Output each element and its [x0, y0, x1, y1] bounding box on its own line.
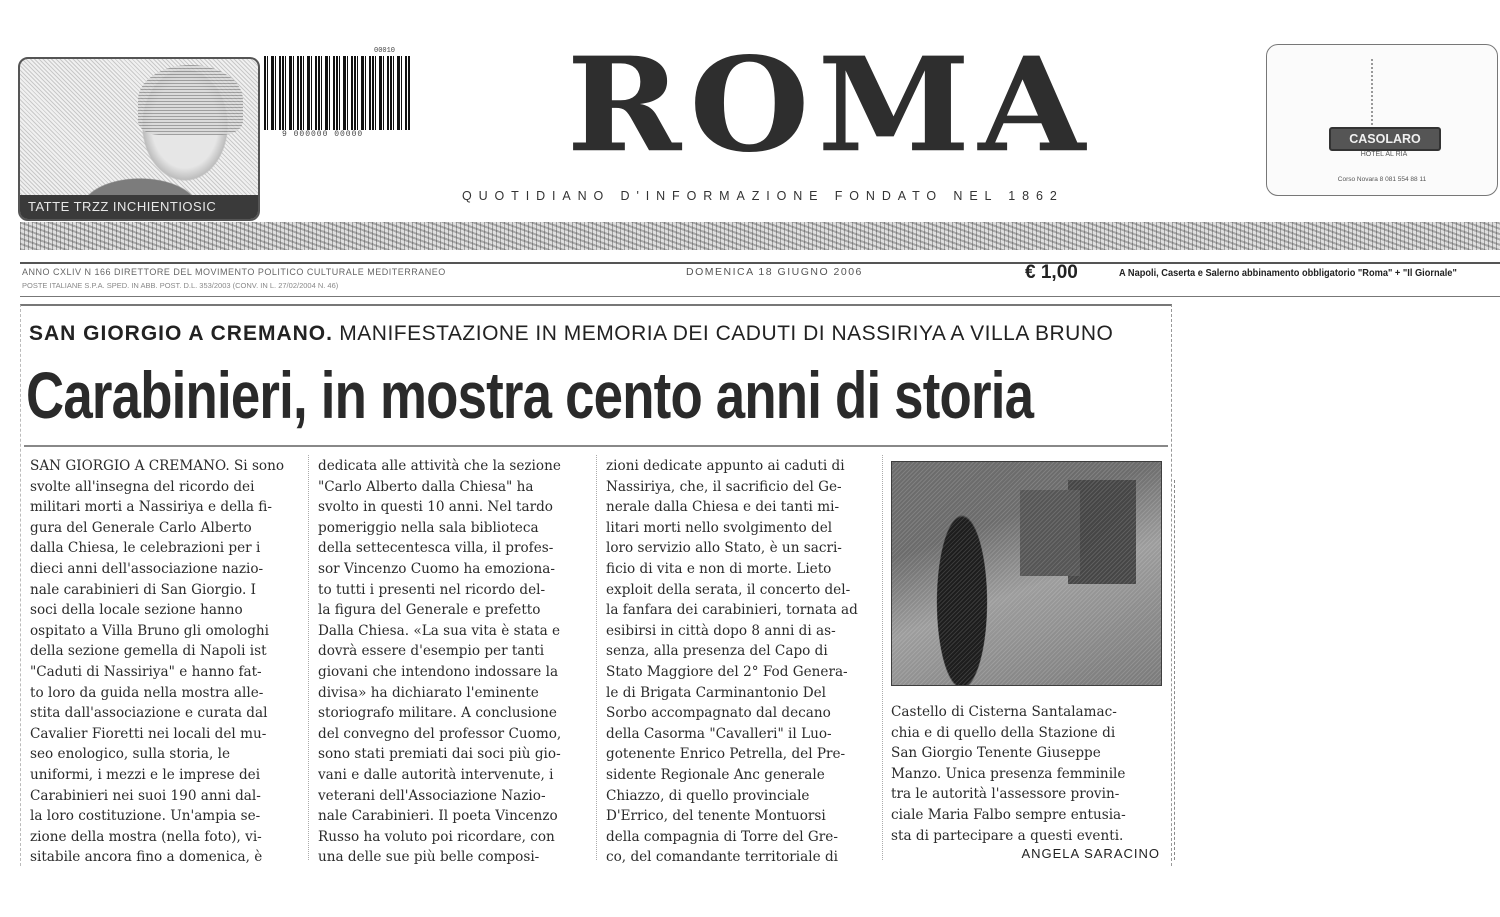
newspaper-title: ROMA — [566, 28, 1094, 182]
bundle-notice: A Napoli, Caserta e Salerno abbinamento obbligatorio "Roma" + "Il Giornale" — [1119, 267, 1457, 279]
issue-date: DOMENICA 18 GIUGNO 2006 — [686, 266, 863, 278]
article-column-4: Castello di Cisterna Santalamac- chia e di quello della Stazione di San Giorgio Tenente Giuseppe Manzo. Unica presenza femminile tra le autorità l'assessore provin- ciale Maria Falbo sempre entusia- sta di partecipare a questi eventi. — [891, 704, 1126, 844]
ad-brand: CASOLARO — [1329, 127, 1441, 151]
column-separator — [882, 455, 883, 860]
issue-price: € 1,00 — [1025, 262, 1078, 283]
model-photo — [138, 65, 243, 135]
issue-line: ANNO CXLIV N 166 DIRETTORE DEL MOVIMENTO POLITICO CULTURALE MEDITERRANEO — [22, 267, 446, 277]
ad-subtitle: HOTEL AL RIA — [1360, 151, 1408, 158]
barcode-code: 00010 — [374, 47, 396, 55]
barcode-number: 9 000000 00000 — [282, 130, 364, 139]
left-advertisement — [18, 57, 260, 221]
postal-line: POSTE ITALIANE S.P.A. SPED. IN ABB. POST. D.L. 353/2003 (CONV. IN L. 27/02/2004 N. 46) — [22, 281, 339, 290]
article-kicker — [29, 322, 1169, 346]
ad-address: Corso Novara 8 081 554 88 11 — [1337, 176, 1427, 183]
newspaper-tagline: QUOTIDIANO D'INFORMAZIONE FONDATO NEL 1862 — [462, 189, 1064, 203]
ad-decoration — [1371, 59, 1393, 125]
headline-rule — [24, 445, 1168, 447]
masthead-band — [20, 222, 1500, 250]
kicker-text: MANIFESTAZIONE IN MEMORIA DEI CADUTI DI NASSIRIYA A VILLA BRUNO — [339, 322, 1114, 345]
article-column-1: SAN GIORGIO A CREMANO. Si sono svolte all'insegna del ricordo dei militari morti a Nassiriya e della fi- gura del Generale Carlo Alberto dalla Chiesa, le celebrazioni per i dieci anni dell'associazione nazio- nale carabinieri di San Giorgio. I soci della locale sezione hanno ospitato a Villa Bruno gli omologhi della sezione gemella di Napoli ist "Caduti di Nassiriya" e hanno fat- to loro da guida nella mostra alle- stita dall'associazione e curata dal Cavalier Fioretti nei locali del mu- seo enologico, sulla storia, le uniformi, i mezzi e le imprese dei Carabinieri nei suoi 190 anni dal- la loro costituzione. Un'ampia se- zione della mostra (nella foto), vi- sitabile ancora fino a domenica, è — [30, 458, 285, 866]
article-byline: ANGELA SARACINO — [1021, 846, 1160, 861]
left-ad-label: TATTE TRZZ INCHIENTIOSIC — [20, 195, 258, 219]
dateline — [20, 262, 1500, 297]
article-column-3: zioni dedicate appunto ai caduti di Nassiriya, che, il sacrificio del Ge- nerale dalla Chiesa e dei tanti mi- litari morti nello svolgimento del loro servizio allo Stato, è un sacri- ficio di vita e non di morte. Lieto exploit della serata, il concerto del- la fanfara dei carabinieri, tornata ad esibirsi in città dopo 8 anni di as- senza, alla presenza del Capo di Stato Maggiore del 2° Fod Genera- le di Brigata Carminantonio Del Sorbo accompagnato dal decano della Casorma "Cavalleri" il Luo- gotenente Enrico Petrella, del Pre- sidente Regionale Anc generale Chiazzo, di quello provinciale D'Errico, del tenente Montuorsi della compagnia di Torre del Gre- co, del comandante territoriale di — [606, 458, 858, 866]
column-separator — [596, 455, 597, 860]
kicker-place: SAN GIORGIO A CREMANO. — [29, 322, 333, 345]
photo-grain — [892, 462, 1161, 685]
column-separator — [308, 455, 309, 860]
article-headline: Carabinieri, in mostra cento anni di storia — [26, 358, 1034, 432]
clipping-edge — [1174, 480, 1175, 860]
barcode — [264, 56, 410, 130]
right-advertisement — [1266, 44, 1498, 196]
article-column-2: dedicata alle attività che la sezione "Carlo Alberto dalla Chiesa" ha svolto in questi 10 anni. Nel tardo pomeriggio nella sala biblioteca della settecentesca villa, il profes- sor Vincenzo Cuomo ha emoziona- to tutti i presenti nel ricordo del- la figura del Generale e prefetto Dalla Chiesa. «La sua vita è stata e dovrà essere d'esempio per tanti giovani che intendono indossare la divisa» ha dichiarato l'eminente storiografo militare. A conclusione del convegno del professor Cuomo, sono stati premiati dai soci più gio- vani e dalle autorità intervenute, i veterani dell'Associazione Nazio- nale Carabinieri. Il poeta Vincenzo Russo ha voluto poi ricordare, con una delle sue più belle composi- — [318, 458, 562, 866]
article-photo — [891, 461, 1162, 686]
